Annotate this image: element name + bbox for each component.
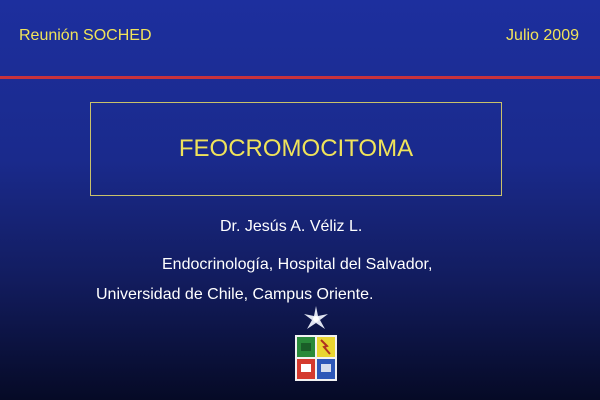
header-divider [0,76,600,79]
affiliation-line-1: Endocrinología, Hospital del Salvador, [162,256,433,273]
slide-title: FEOCROMOCITOMA [178,135,414,162]
header-date: Julio 2009 [506,27,579,44]
header-event: Reunión SOCHED [19,27,152,44]
title-frame [90,102,502,196]
author-name: Dr. Jesús A. Véliz L. [220,218,363,235]
affiliation-line-2: Universidad de Chile, Campus Oriente. [96,286,374,303]
university-crest-icon [290,305,342,383]
